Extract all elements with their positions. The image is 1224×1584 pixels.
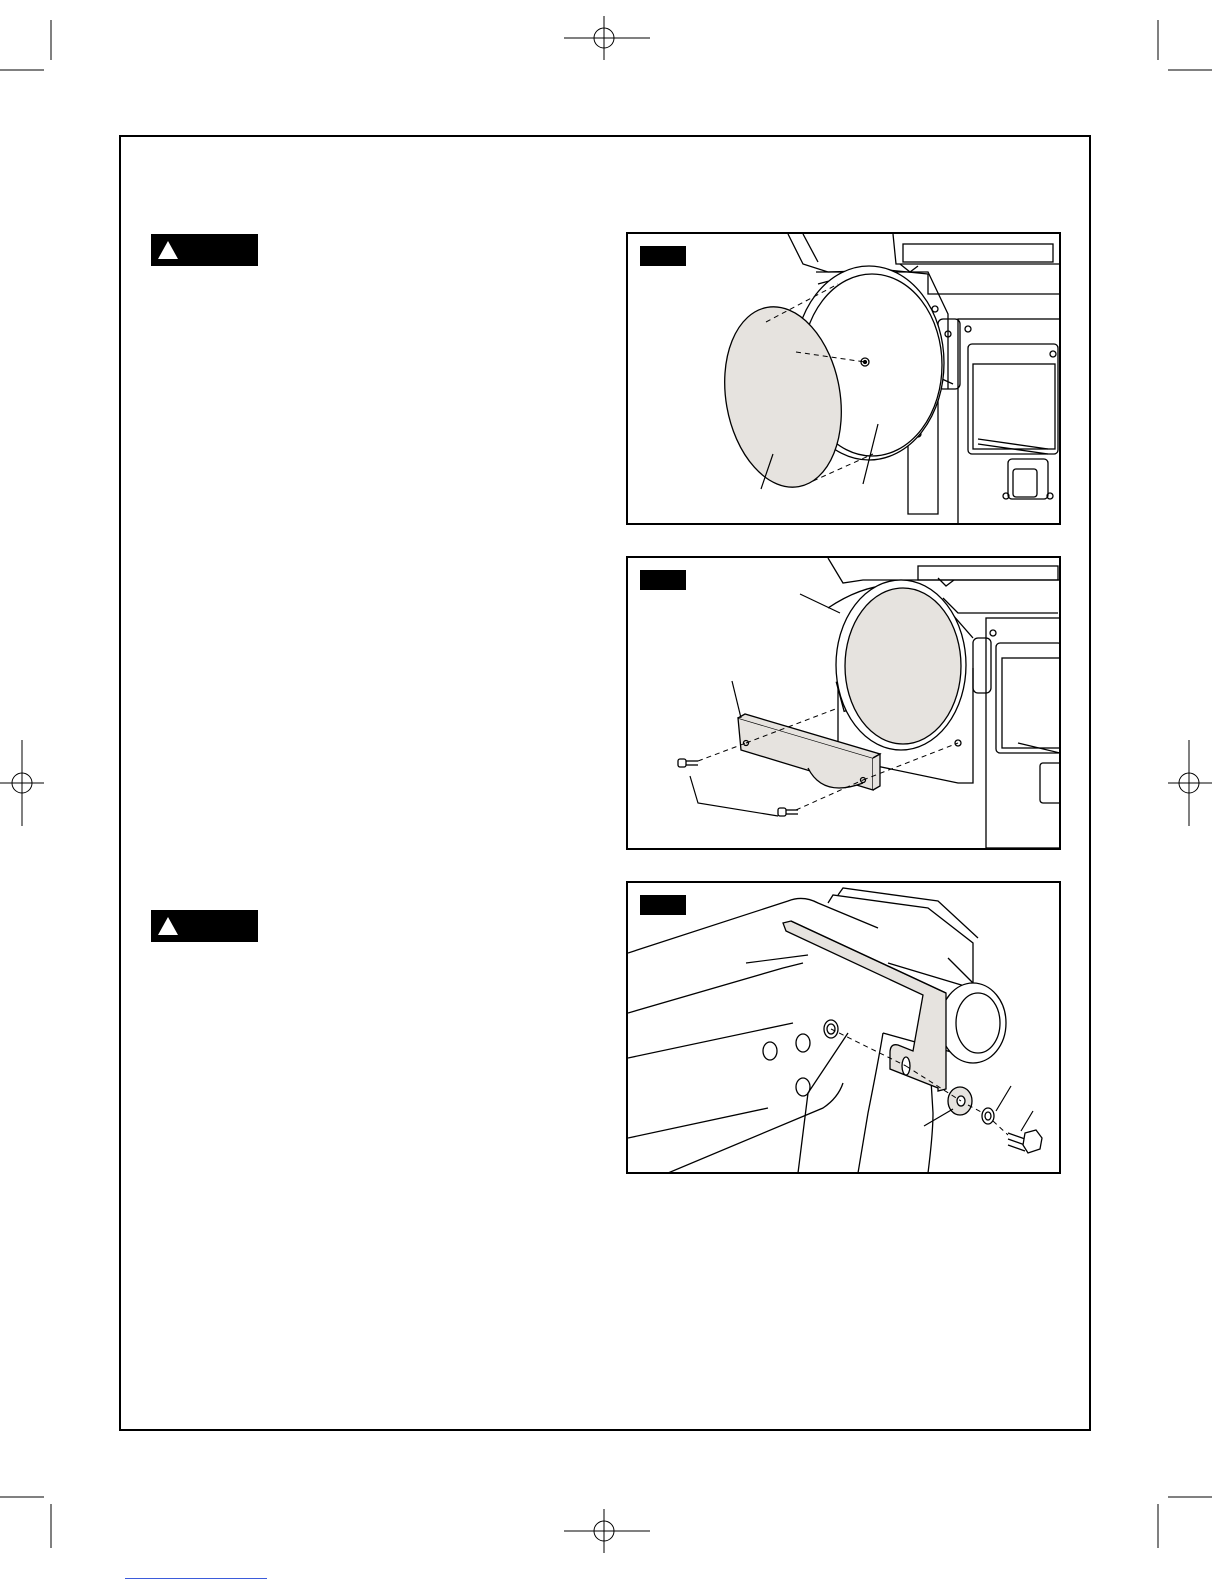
bracket-assembly-illustration	[628, 883, 1061, 1174]
figure-disc-guard-installation	[626, 556, 1061, 850]
bottom-link-underline	[125, 1578, 267, 1579]
figure-bracket-installation	[626, 881, 1061, 1174]
disc-guard-illustration	[628, 558, 1061, 850]
warning-badge	[151, 234, 258, 266]
warning-triangle-icon	[157, 916, 179, 936]
warning-triangle-icon	[157, 240, 179, 260]
figure-sanding-disc-installation	[626, 232, 1061, 525]
warning-badge	[151, 910, 258, 942]
disc-sander-illustration	[628, 234, 1061, 525]
